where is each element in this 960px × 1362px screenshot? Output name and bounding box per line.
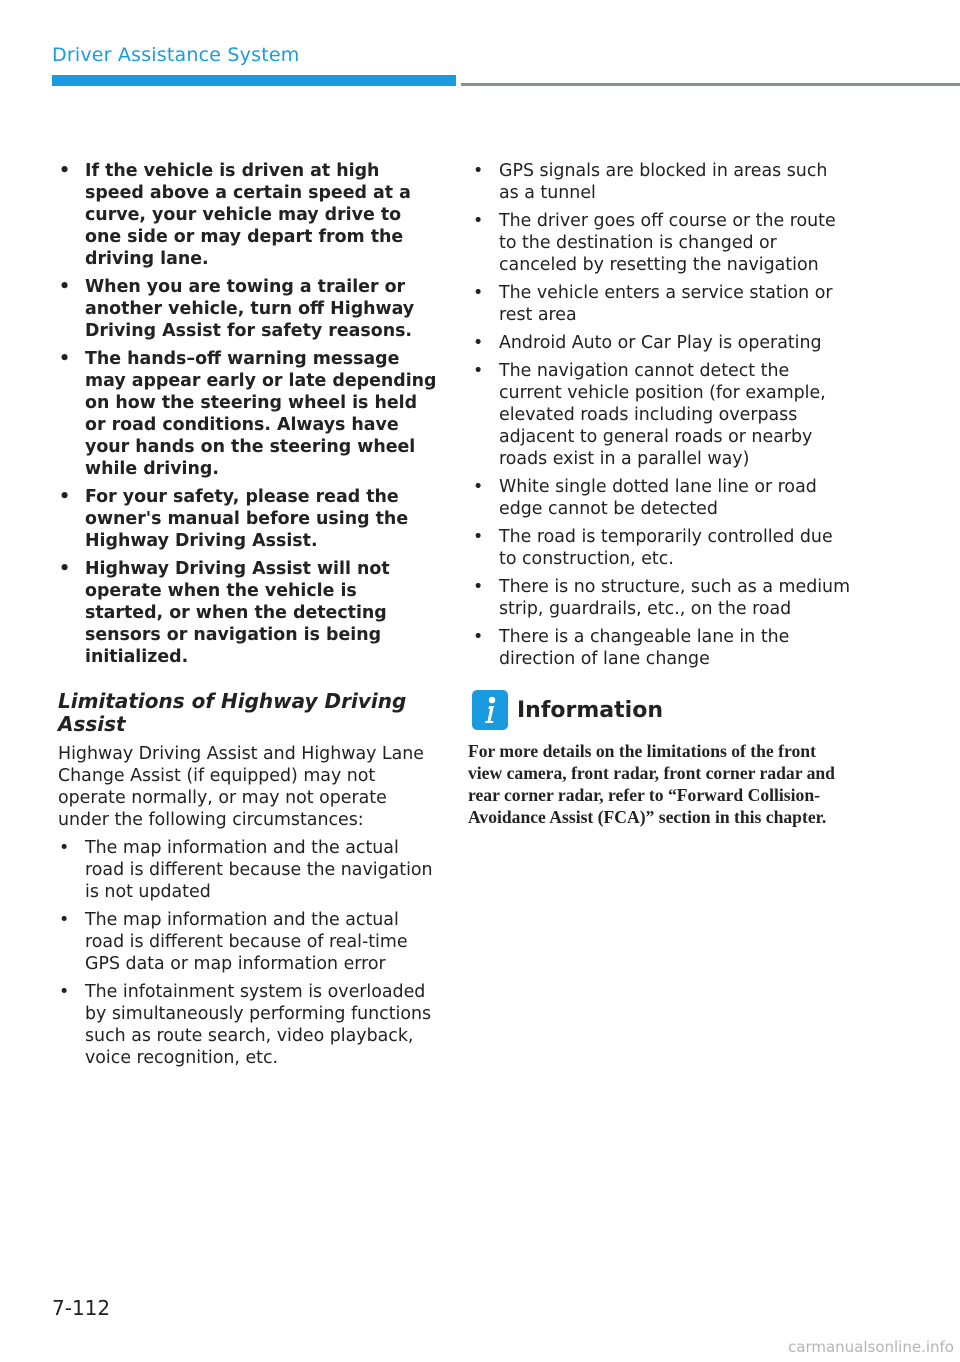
limitations-list-left — [58, 837, 438, 1069]
limitation-item: • There is a changeable lane in the direction of lane change — [472, 626, 852, 670]
header-title: Driver Assistance System — [52, 44, 300, 66]
limitation-item: • Android Auto or Car Play is operating — [472, 332, 852, 354]
limitation-item: • The driver goes off course or the route to the destination is changed or canceled by resetting the navigation — [472, 210, 852, 276]
warning-item: • If the vehicle is driven at high speed above a certain speed at a curve, your vehicle may drive to one side or may depart from the driving lane. — [58, 160, 438, 270]
limitation-item: • The vehicle enters a service station or rest area — [472, 282, 852, 326]
information-label: Information — [517, 697, 663, 723]
limitation-item: • White single dotted lane line or road edge cannot be detected — [472, 476, 852, 520]
information-text: For more details on the limitations of the front view camera, front radar, front corner radar and rear corner radar, refer to “Forward Collision-Avoidance Assist (FCA)” section in this chapter. — [468, 741, 835, 827]
header-rule-gray — [461, 83, 960, 86]
warning-item: • The hands–off warning message may appear early or late depending on how the steering wheel is held or road conditions. Always have your hands on the steering wheel while driving. — [58, 348, 438, 480]
limitation-item: • The map information and the actual road is different because the navigation is not updated — [58, 837, 438, 903]
warning-item: • Highway Driving Assist will not operate when the vehicle is started, or when the detecting sensors or navigation is being initialized. — [58, 558, 438, 668]
limitation-item: • The road is temporarily controlled due to construction, etc. — [472, 526, 852, 570]
section-intro: Highway Driving Assist and Highway Lane Change Assist (if equipped) may not operate normally, or may not operate under the following circumstances: — [58, 744, 424, 830]
warning-item: • For your safety, please read the owner's manual before using the Highway Driving Assist. — [58, 486, 438, 552]
header-rule-accent — [52, 75, 456, 86]
information-header — [472, 690, 852, 730]
section-title: Limitations of Highway Driving Assist — [58, 689, 407, 736]
info-icon — [472, 690, 508, 730]
warning-list — [58, 160, 438, 668]
right-column — [468, 160, 852, 828]
page-number: 7-112 — [52, 1296, 111, 1320]
limitation-item: • There is no structure, such as a medium strip, guardrails, etc., on the road — [472, 576, 852, 620]
limitation-item: • GPS signals are blocked in areas such as a tunnel — [472, 160, 852, 204]
limitation-item: • The infotainment system is overloaded by simultaneously performing functions such as route search, video playback, voice recognition, etc. — [58, 981, 438, 1069]
warning-item: • When you are towing a trailer or another vehicle, turn off Highway Driving Assist for safety reasons. — [58, 276, 438, 342]
watermark: carmanualsonline.info — [788, 1338, 954, 1356]
limitation-item: • The navigation cannot detect the current vehicle position (for example, elevated roads including overpass adjacent to general roads or nearby roads exist in a parallel way) — [472, 360, 852, 470]
left-column — [58, 160, 438, 1075]
limitation-item: • The map information and the actual road is different because of real-time GPS data or map information error — [58, 909, 438, 975]
limitations-list-right — [472, 160, 852, 670]
